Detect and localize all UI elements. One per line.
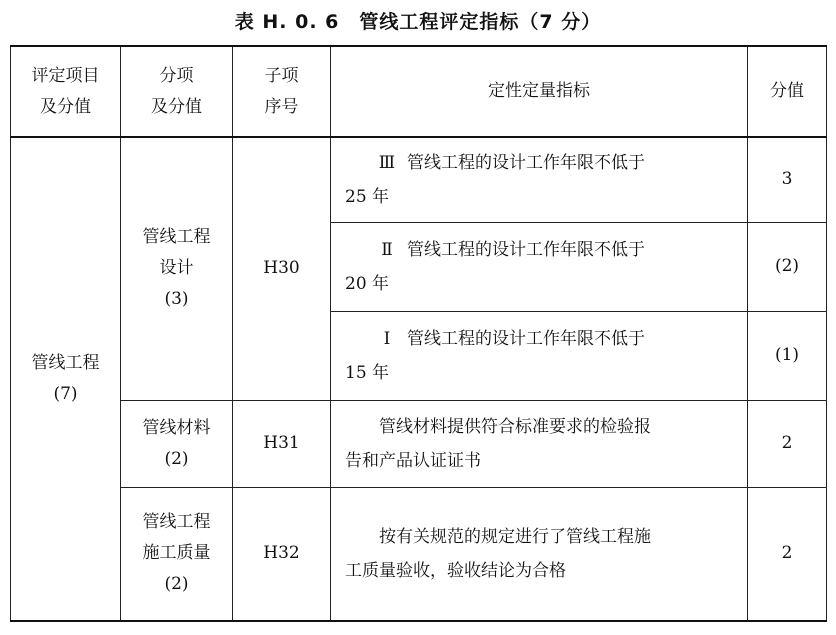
score-cell: 2 (748, 400, 827, 487)
criteria-text: 15 年 (345, 362, 390, 383)
subitem-name-line: 管线材料 (142, 417, 211, 438)
criteria-cell (331, 487, 748, 621)
subitem-name-line: 管线工程 (142, 512, 211, 533)
header-criteria: 定性定量指标 (331, 46, 748, 137)
score-cell: (2) (748, 222, 827, 311)
table-row (11, 137, 827, 222)
criteria-text: 按有关规范的规定进行了管线工程施 (379, 526, 651, 547)
subitem-cell (121, 487, 233, 621)
criteria-cell (331, 137, 748, 222)
header-category-line2: 及分值 (40, 96, 91, 117)
header-category (11, 46, 121, 137)
subitem-score: (3) (164, 289, 189, 310)
criteria-text: 管线工程的设计工作年限不低于 (407, 152, 645, 173)
category-score: (7) (53, 384, 78, 404)
table-row (11, 487, 827, 621)
subitem-name-line: 施工质量 (142, 543, 211, 564)
category-name: 管线工程 (31, 353, 100, 373)
score-cell: 2 (748, 487, 827, 621)
criteria-text: 告和产品认证证书 (345, 450, 481, 471)
header-subitem-line1: 分项 (159, 65, 194, 86)
subitem-code: H30 (233, 137, 331, 400)
header-subitem-line2: 及分值 (151, 96, 202, 117)
subitem-score: (2) (164, 448, 189, 469)
criteria-text: 工质量验收，验收结论为合格 (345, 560, 566, 581)
table-title: 表 H. 0. 6 管线工程评定指标（7 分） (234, 11, 602, 33)
level-mark: Ⅲ (378, 152, 396, 173)
score-cell: 3 (748, 137, 827, 222)
table-row (11, 400, 827, 487)
header-code-line1: 子项 (264, 65, 299, 86)
evaluation-table (10, 45, 827, 622)
subitem-cell (121, 137, 233, 400)
criteria-cell (331, 311, 748, 400)
subitem-code: H31 (233, 400, 331, 487)
category-cell (11, 137, 121, 621)
header-code (233, 46, 331, 137)
subitem-cell (121, 400, 233, 487)
header-score: 分值 (748, 46, 827, 137)
criteria-text: 管线材料提供符合标准要求的检验报 (379, 416, 651, 437)
criteria-text: 管线工程的设计工作年限不低于 (407, 328, 645, 349)
criteria-text: 20 年 (345, 273, 390, 294)
subitem-code: H32 (233, 487, 331, 621)
header-row (11, 46, 827, 137)
score-cell: (1) (748, 311, 827, 400)
subitem-name-line: 管线工程 (142, 227, 211, 248)
subitem-score: (2) (164, 574, 189, 595)
header-code-line2: 序号 (264, 96, 299, 117)
header-category-line1: 评定项目 (31, 65, 100, 86)
level-mark: Ⅱ (381, 239, 393, 260)
criteria-cell (331, 400, 748, 487)
level-mark: Ⅰ (383, 328, 391, 349)
criteria-text: 25 年 (345, 186, 390, 207)
criteria-text: 管线工程的设计工作年限不低于 (407, 239, 645, 260)
header-subitem (121, 46, 233, 137)
criteria-cell (331, 222, 748, 311)
subitem-name-line: 设计 (159, 258, 194, 279)
